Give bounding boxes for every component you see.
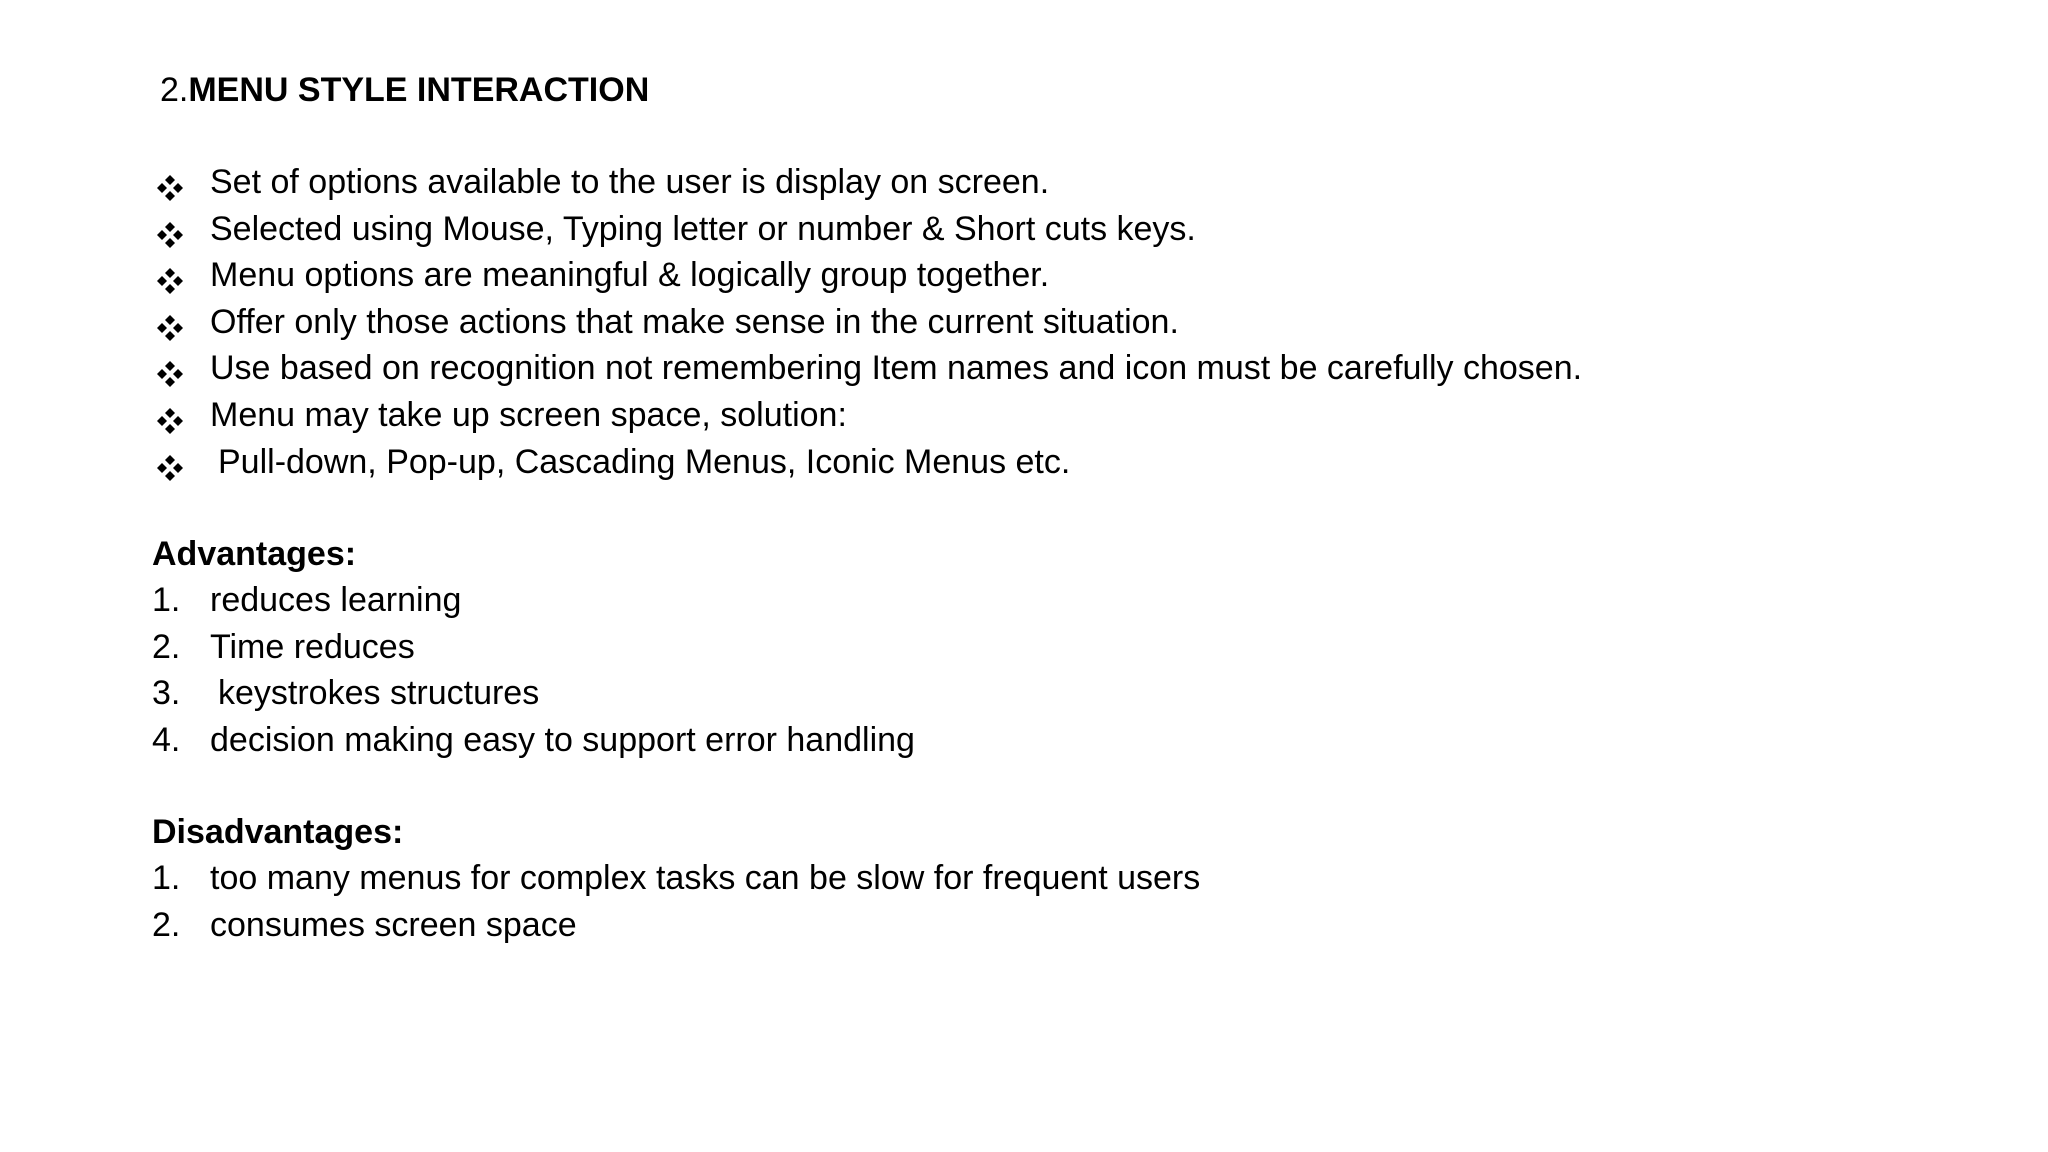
diamond-bullet-icon [156, 267, 184, 295]
bullet-text: Selected using Mouse, Typing letter or number & Short cuts keys. [210, 209, 1196, 248]
slide-title [160, 68, 649, 112]
bullet-text: Use based on recognition not remembering Item names and icon must be carefully chosen. [210, 349, 1583, 388]
item-number: 2. [152, 627, 181, 666]
item-text: too many menus for complex tasks can be slow for frequent users [210, 859, 1201, 897]
bullet-text: Menu options are meaningful & logically group together. [210, 256, 1050, 295]
bullet-text: Set of options available to the user is display on screen. [210, 163, 1050, 201]
bullet-text: Pull-down, Pop-up, Cascading Menus, Iconic Menus etc. [218, 442, 1071, 481]
item-text: consumes screen space [210, 905, 577, 944]
item-text: Time reduces [210, 627, 415, 666]
title-number: 2. [160, 71, 189, 109]
disadvantages-heading: Disadvantages: [152, 813, 404, 851]
item-text: decision making easy to support error handling [210, 720, 915, 759]
title-text: MENU STYLE INTERACTION [188, 71, 650, 109]
bullet-text: Menu may take up screen space, solution: [210, 395, 847, 434]
diamond-bullet-icon [156, 407, 184, 435]
item-number: 1. [152, 859, 181, 897]
item-text: keystrokes structures [218, 674, 540, 713]
item-text: reduces learning [210, 581, 462, 619]
diamond-bullet-icon [156, 221, 184, 249]
item-number: 4. [152, 720, 181, 759]
diamond-bullet-icon [156, 314, 184, 342]
diamond-bullet-icon [156, 174, 184, 202]
item-number: 3. [152, 674, 181, 713]
item-number: 2. [152, 905, 181, 944]
diamond-bullet-icon [156, 454, 184, 482]
item-number: 1. [152, 581, 181, 619]
bullet-text: Offer only those actions that make sense in the current situation. [210, 302, 1179, 341]
advantages-heading: Advantages: [152, 535, 357, 573]
diamond-bullet-icon [156, 360, 184, 388]
